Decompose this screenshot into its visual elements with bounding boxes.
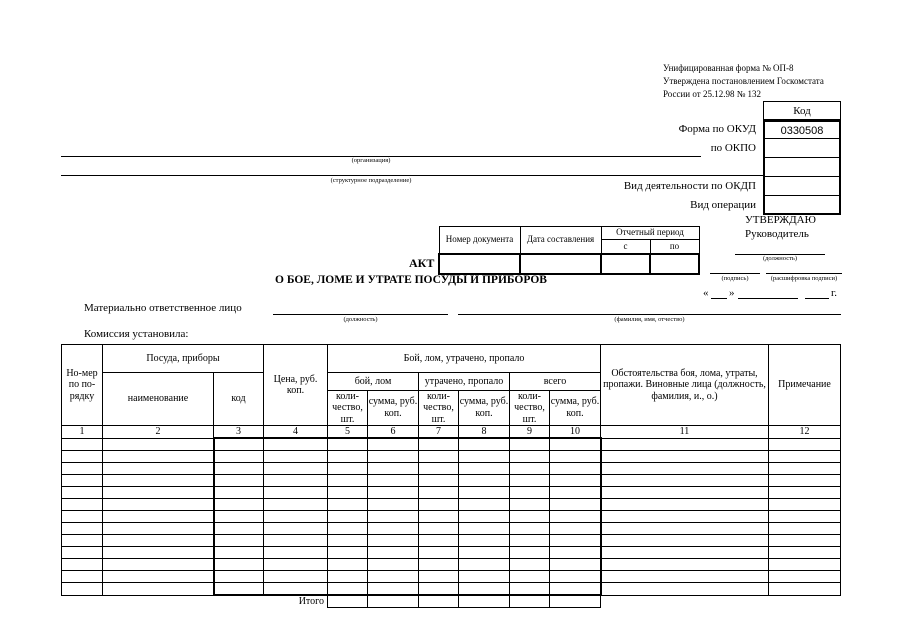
- table-cell[interactable]: [510, 463, 550, 475]
- table-cell[interactable]: [328, 463, 368, 475]
- table-cell[interactable]: [550, 475, 601, 487]
- column-number-4: 4: [264, 426, 328, 439]
- table-cell[interactable]: [550, 511, 601, 523]
- table-cell[interactable]: [419, 475, 459, 487]
- table-cell[interactable]: [510, 559, 550, 571]
- table-cell[interactable]: [459, 547, 510, 559]
- table-cell[interactable]: [328, 571, 368, 583]
- table-cell[interactable]: [769, 559, 841, 571]
- table-cell[interactable]: [769, 511, 841, 523]
- col-circumstances-header: Обстоятельства боя, лома, утраты, пропажи. Виновные лица (должность, фамилия, и., о.): [601, 345, 769, 426]
- table-cell[interactable]: [510, 571, 550, 583]
- approve-head: Руководитель: [745, 228, 809, 240]
- totals-cell[interactable]: [459, 595, 510, 608]
- table-cell[interactable]: [769, 583, 841, 596]
- act-subtitle: О БОЕ, ЛОМЕ И УТРАТЕ ПОСУДЫ И ПРИБОРОВ: [275, 274, 547, 286]
- table-cell[interactable]: [459, 487, 510, 499]
- table-cell[interactable]: [419, 438, 459, 451]
- subdivision-line[interactable]: [61, 175, 763, 176]
- col-total-qty-header: коли-чество, шт.: [510, 390, 550, 426]
- table-cell[interactable]: [62, 487, 103, 499]
- table-cell[interactable]: [103, 559, 214, 571]
- totals-cell[interactable]: [419, 595, 459, 608]
- totals-row: [62, 595, 841, 608]
- table-cell[interactable]: [264, 499, 328, 511]
- table-cell[interactable]: [264, 511, 328, 523]
- column-numbers-row: [62, 426, 841, 439]
- table-cell[interactable]: [459, 438, 510, 451]
- col-broken-group-header: Бой, лом, утрачено, пропало: [328, 345, 601, 373]
- table-cell[interactable]: [214, 511, 264, 523]
- blank-code-field[interactable]: [763, 158, 841, 177]
- table-cell[interactable]: [328, 583, 368, 596]
- table-cell[interactable]: [264, 438, 328, 451]
- table-cell[interactable]: [368, 523, 419, 535]
- table-row: [62, 535, 841, 547]
- table-cell[interactable]: [550, 438, 601, 451]
- table-cell[interactable]: [328, 499, 368, 511]
- table-cell[interactable]: [601, 571, 769, 583]
- table-cell[interactable]: [419, 583, 459, 596]
- table-cell[interactable]: [459, 559, 510, 571]
- table-cell[interactable]: [601, 523, 769, 535]
- table-cell[interactable]: [550, 535, 601, 547]
- table-cell[interactable]: [419, 511, 459, 523]
- column-number-2: 2: [103, 426, 214, 439]
- form-note-line2: Утверждена постановлением Госкомстата: [663, 76, 824, 86]
- table-cell[interactable]: [368, 475, 419, 487]
- approve-decode-caption: (расшифровка подписи): [770, 275, 838, 282]
- table-cell[interactable]: [62, 499, 103, 511]
- table-cell[interactable]: [103, 475, 214, 487]
- doc-period-to-header: по: [650, 240, 699, 254]
- okdp-code-field[interactable]: [763, 177, 841, 196]
- col-code-header: код: [214, 373, 264, 426]
- doc-date-header: Дата составления: [520, 227, 601, 255]
- col-dishes-header: Посуда, приборы: [103, 345, 264, 373]
- column-number-5: 5: [328, 426, 368, 439]
- table-cell[interactable]: [510, 535, 550, 547]
- table-cell[interactable]: [368, 499, 419, 511]
- table-cell[interactable]: [510, 438, 550, 451]
- table-cell[interactable]: [103, 535, 214, 547]
- table-cell[interactable]: [103, 571, 214, 583]
- table-cell[interactable]: [510, 523, 550, 535]
- table-cell[interactable]: [368, 571, 419, 583]
- col-broken-sum-header: сумма, руб. коп.: [368, 390, 419, 426]
- okpo-code-field[interactable]: [763, 139, 841, 158]
- table-cell[interactable]: [264, 463, 328, 475]
- doc-period-to-field[interactable]: [650, 254, 699, 274]
- col-lost-header: утрачено, пропало: [419, 373, 510, 391]
- table-row: [62, 463, 841, 475]
- table-cell[interactable]: [769, 451, 841, 463]
- table-cell[interactable]: [459, 463, 510, 475]
- column-number-6: 6: [368, 426, 419, 439]
- table-cell[interactable]: [328, 547, 368, 559]
- col-lost-sum-header: сумма, руб. коп.: [459, 390, 510, 426]
- form-note: [663, 62, 824, 101]
- table-cell[interactable]: [328, 475, 368, 487]
- column-number-9: 9: [510, 426, 550, 439]
- table-cell[interactable]: [103, 451, 214, 463]
- totals-cell[interactable]: [550, 595, 601, 608]
- table-row: [62, 475, 841, 487]
- table-cell[interactable]: [601, 583, 769, 596]
- table-cell[interactable]: [264, 523, 328, 535]
- table-cell[interactable]: [62, 475, 103, 487]
- table-cell[interactable]: [769, 487, 841, 499]
- approve-signature-line[interactable]: [710, 273, 760, 274]
- table-cell[interactable]: [62, 451, 103, 463]
- table-cell[interactable]: [103, 547, 214, 559]
- table-cell[interactable]: [459, 451, 510, 463]
- table-cell[interactable]: [368, 511, 419, 523]
- code-box: [763, 101, 841, 215]
- table-cell[interactable]: [264, 547, 328, 559]
- table-cell[interactable]: [419, 535, 459, 547]
- table-cell[interactable]: [459, 475, 510, 487]
- column-number-11: 11: [601, 426, 769, 439]
- table-cell[interactable]: [368, 535, 419, 547]
- totals-cell[interactable]: [328, 595, 368, 608]
- table-cell[interactable]: [62, 571, 103, 583]
- table-cell[interactable]: [264, 535, 328, 547]
- table-row: [62, 523, 841, 535]
- table-cell[interactable]: [328, 487, 368, 499]
- col-broken-header: бой, лом: [328, 373, 419, 391]
- table-cell[interactable]: [601, 559, 769, 571]
- table-cell[interactable]: [103, 583, 214, 596]
- column-number-10: 10: [550, 426, 601, 439]
- table-cell[interactable]: [214, 499, 264, 511]
- responsible-name-line[interactable]: [458, 314, 841, 315]
- table-cell[interactable]: [264, 451, 328, 463]
- table-cell[interactable]: [510, 487, 550, 499]
- table-cell[interactable]: [550, 487, 601, 499]
- table-cell[interactable]: [62, 523, 103, 535]
- table-cell[interactable]: [328, 559, 368, 571]
- table-cell[interactable]: [103, 523, 214, 535]
- table-cell[interactable]: [601, 511, 769, 523]
- table-cell[interactable]: [769, 499, 841, 511]
- approve-position-caption: (должность): [762, 255, 798, 262]
- table-cell[interactable]: [328, 438, 368, 451]
- date-day-line[interactable]: [711, 298, 727, 299]
- table-cell[interactable]: [601, 487, 769, 499]
- col-order-header: Но-мер по по-рядку: [62, 345, 103, 426]
- organization-caption: (организация): [351, 157, 391, 164]
- table-cell[interactable]: [510, 583, 550, 596]
- table-cell[interactable]: [264, 583, 328, 596]
- table-cell[interactable]: [368, 487, 419, 499]
- table-cell[interactable]: [214, 438, 264, 451]
- operation-code-field[interactable]: [763, 196, 841, 215]
- table-cell[interactable]: [510, 547, 550, 559]
- table-cell[interactable]: [550, 499, 601, 511]
- totals-cell[interactable]: [510, 595, 550, 608]
- table-cell[interactable]: [769, 547, 841, 559]
- table-cell[interactable]: [550, 463, 601, 475]
- table-cell[interactable]: [264, 475, 328, 487]
- table-cell[interactable]: [769, 571, 841, 583]
- table-cell[interactable]: [459, 583, 510, 596]
- table-cell[interactable]: [62, 547, 103, 559]
- table-cell[interactable]: [510, 451, 550, 463]
- col-lost-qty-header: коли-чество, шт.: [419, 390, 459, 426]
- table-cell[interactable]: [419, 559, 459, 571]
- responsible-name-caption: (фамилия, имя, отчество): [614, 316, 685, 323]
- responsible-position-line[interactable]: [273, 314, 448, 315]
- date-month-line[interactable]: [738, 298, 798, 299]
- table-row: [62, 499, 841, 511]
- table-cell[interactable]: [103, 511, 214, 523]
- table-cell[interactable]: [214, 487, 264, 499]
- form-note-line3: России от 25.12.98 № 132: [663, 89, 762, 99]
- table-cell[interactable]: [419, 571, 459, 583]
- date-open-quote: «: [703, 287, 709, 299]
- table-cell[interactable]: [62, 511, 103, 523]
- table-cell[interactable]: [419, 499, 459, 511]
- table-cell[interactable]: [368, 451, 419, 463]
- doc-number-header: Номер документа: [439, 227, 520, 255]
- date-close-quote: »: [729, 287, 735, 299]
- operation-label: Вид операции: [690, 199, 756, 211]
- doc-period-from-field[interactable]: [601, 254, 650, 274]
- table-cell[interactable]: [601, 475, 769, 487]
- table-cell[interactable]: [601, 451, 769, 463]
- table-cell[interactable]: [510, 499, 550, 511]
- table-cell[interactable]: [62, 583, 103, 596]
- table-cell[interactable]: [328, 451, 368, 463]
- subdivision-caption: (структурное подразделение): [330, 177, 412, 184]
- table-cell[interactable]: [328, 535, 368, 547]
- table-cell[interactable]: [550, 583, 601, 596]
- table-cell[interactable]: [419, 547, 459, 559]
- table-cell[interactable]: [601, 499, 769, 511]
- table-cell[interactable]: [103, 463, 214, 475]
- approve-signature-caption: (подпись): [721, 275, 749, 282]
- col-note-header: Примечание: [769, 345, 841, 426]
- table-cell[interactable]: [550, 559, 601, 571]
- table-cell[interactable]: [459, 523, 510, 535]
- document-header-table: [438, 226, 700, 275]
- table-cell[interactable]: [769, 438, 841, 451]
- table-cell[interactable]: [459, 571, 510, 583]
- table-cell[interactable]: [769, 535, 841, 547]
- table-cell[interactable]: [769, 463, 841, 475]
- table-cell[interactable]: [419, 463, 459, 475]
- table-cell[interactable]: [368, 559, 419, 571]
- table-row: [62, 511, 841, 523]
- totals-cell[interactable]: [368, 595, 419, 608]
- col-price-header: Цена, руб. коп.: [264, 345, 328, 426]
- totals-empty: [601, 595, 841, 608]
- okud-label: Форма по ОКУД: [678, 123, 756, 135]
- table-cell[interactable]: [550, 571, 601, 583]
- table-cell[interactable]: [550, 451, 601, 463]
- table-cell[interactable]: [214, 463, 264, 475]
- okdp-label: Вид деятельности по ОКДП: [623, 180, 756, 192]
- table-cell[interactable]: [459, 511, 510, 523]
- table-cell[interactable]: [264, 487, 328, 499]
- table-cell[interactable]: [214, 547, 264, 559]
- table-cell[interactable]: [214, 559, 264, 571]
- table-cell[interactable]: [769, 475, 841, 487]
- approve-title: УТВЕРЖДАЮ: [745, 214, 816, 226]
- table-row: [62, 547, 841, 559]
- table-cell[interactable]: [510, 475, 550, 487]
- table-cell[interactable]: [510, 511, 550, 523]
- col-total-header: всего: [510, 373, 601, 391]
- table-cell[interactable]: [214, 475, 264, 487]
- table-cell[interactable]: [368, 463, 419, 475]
- col-total-sum-header: сумма, руб. коп.: [550, 390, 601, 426]
- table-cell[interactable]: [103, 487, 214, 499]
- table-row: [62, 571, 841, 583]
- doc-date-field[interactable]: [520, 254, 601, 274]
- column-number-3: 3: [214, 426, 264, 439]
- responsible-label: Материально ответственное лицо: [84, 302, 242, 314]
- table-cell[interactable]: [769, 523, 841, 535]
- col-name-header: наименование: [103, 373, 214, 426]
- table-cell[interactable]: [368, 583, 419, 596]
- code-header: Код: [763, 101, 841, 120]
- table-cell[interactable]: [550, 547, 601, 559]
- table-row: [62, 487, 841, 499]
- okpo-label: по ОКПО: [710, 142, 756, 154]
- column-number-12: 12: [769, 426, 841, 439]
- doc-period-header: Отчетный период: [601, 227, 699, 240]
- table-cell[interactable]: [214, 583, 264, 596]
- losses-table: [61, 344, 841, 608]
- table-cell[interactable]: [419, 523, 459, 535]
- table-cell[interactable]: [214, 451, 264, 463]
- table-row: [62, 451, 841, 463]
- table-cell[interactable]: [62, 463, 103, 475]
- okud-code-field[interactable]: 0330508: [763, 120, 841, 139]
- table-row: [62, 438, 841, 451]
- table-cell[interactable]: [550, 523, 601, 535]
- date-year-line[interactable]: [805, 298, 829, 299]
- table-cell[interactable]: [214, 523, 264, 535]
- table-cell[interactable]: [368, 547, 419, 559]
- doc-period-from-header: с: [601, 240, 650, 254]
- column-number-1: 1: [62, 426, 103, 439]
- date-year-label: г.: [831, 287, 838, 299]
- table-row: [62, 559, 841, 571]
- responsible-position-caption: (должность): [343, 316, 378, 323]
- table-cell[interactable]: [264, 559, 328, 571]
- table-cell[interactable]: [328, 511, 368, 523]
- table-cell[interactable]: [459, 499, 510, 511]
- table-cell[interactable]: [264, 571, 328, 583]
- table-cell[interactable]: [601, 463, 769, 475]
- table-cell[interactable]: [62, 535, 103, 547]
- form-note-line1: Унифицированная форма № ОП-8: [663, 63, 794, 73]
- column-number-8: 8: [459, 426, 510, 439]
- approve-decode-line[interactable]: [766, 273, 842, 274]
- table-cell[interactable]: [103, 499, 214, 511]
- col-broken-qty-header: коли-чество, шт.: [328, 390, 368, 426]
- table-cell[interactable]: [419, 487, 459, 499]
- commission-label: Комиссия установила:: [84, 328, 189, 340]
- act-title: АКТ: [409, 256, 435, 270]
- table-cell[interactable]: [419, 451, 459, 463]
- doc-number-field[interactable]: [439, 254, 520, 274]
- table-row: [62, 583, 841, 596]
- table-cell[interactable]: [62, 559, 103, 571]
- table-cell[interactable]: [459, 535, 510, 547]
- table-cell[interactable]: [601, 547, 769, 559]
- table-cell[interactable]: [368, 438, 419, 451]
- table-cell[interactable]: [214, 535, 264, 547]
- table-cell[interactable]: [103, 438, 214, 451]
- table-cell[interactable]: [601, 535, 769, 547]
- totals-label: Итого: [298, 596, 324, 607]
- column-number-7: 7: [419, 426, 459, 439]
- table-cell[interactable]: [62, 438, 103, 451]
- table-cell[interactable]: [328, 523, 368, 535]
- table-cell[interactable]: [601, 438, 769, 451]
- table-cell[interactable]: [214, 571, 264, 583]
